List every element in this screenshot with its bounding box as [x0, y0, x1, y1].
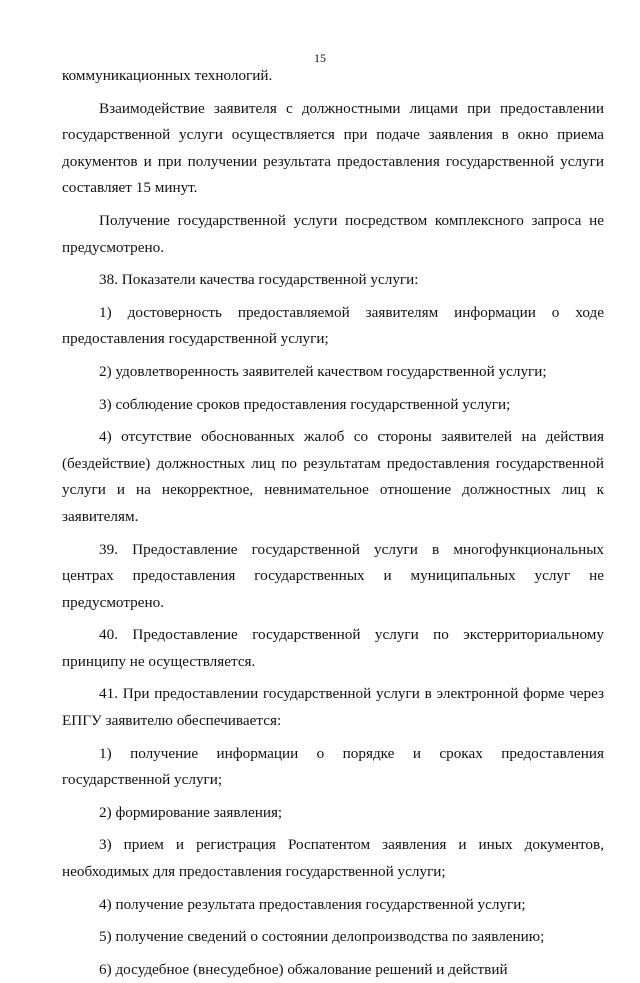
paragraph-complex-request: Получение государственной услуги посредством комплексного запроса не предусмотрено.: [62, 211, 604, 256]
list-item-41-3: 3) прием и регистрация Роспатентом заявления и иных документов, необходимых для предоставления государственной услуги;: [62, 836, 604, 881]
list-item-38-3: 3) соблюдение сроков предоставления государственной услуги;: [99, 395, 511, 413]
list-item-41-2: 2) формирование заявления;: [99, 803, 283, 821]
list-item-41-4: 4) получение результата предоставления государственной услуги;: [99, 895, 526, 913]
paragraph-38-heading: 38. Показатели качества государственной услуги:: [99, 271, 419, 289]
list-item-41-5: 5) получение сведений о состоянии делопроизводства по заявлению;: [99, 928, 545, 946]
list-item-38-4: 4) отсутствие обоснованных жалоб со стороны заявителей на действия (бездействие) должностных лиц по результатам предоставления государственной услуги и на некорректное, невнимательное отношение должностных лиц к заявителям.: [62, 428, 604, 525]
document-body: [62, 63, 604, 983]
list-item-38-2: 2) удовлетворенность заявителей качеством государственной услуги;: [99, 362, 547, 380]
list-item-41-6: 6) досудебное (внесудебное) обжалование решений и действий: [99, 960, 508, 978]
paragraph-41-heading: 41. При предоставлении государственной услуги в электронной форме через ЕПГУ заявителю обеспечивается:: [62, 685, 604, 730]
list-item-38-1: 1) достоверность предоставляемой заявителям информации о ходе предоставления государственной услуги;: [62, 303, 604, 348]
paragraph-continuation: коммуникационных технологий.: [62, 67, 273, 84]
paragraph-interaction-time: Взаимодействие заявителя с должностными лицами при предоставлении государственной услуги осуществляется при подаче заявления в окно приема документов и при получении результата предоставления государственной услуги составляет 15 минут.: [62, 99, 604, 197]
paragraph-40: 40. Предоставление государственной услуги по экстерриториальному принципу не осуществляется.: [62, 626, 604, 670]
paragraph-39: 39. Предоставление государственной услуги в многофункциональных центрах предоставления государственных и муниципальных услуг не предусмотрено.: [62, 540, 604, 611]
list-item-41-1: 1) получение информации о порядке и сроках предоставления государственной услуги;: [62, 744, 604, 789]
page-number: 15: [314, 51, 326, 65]
